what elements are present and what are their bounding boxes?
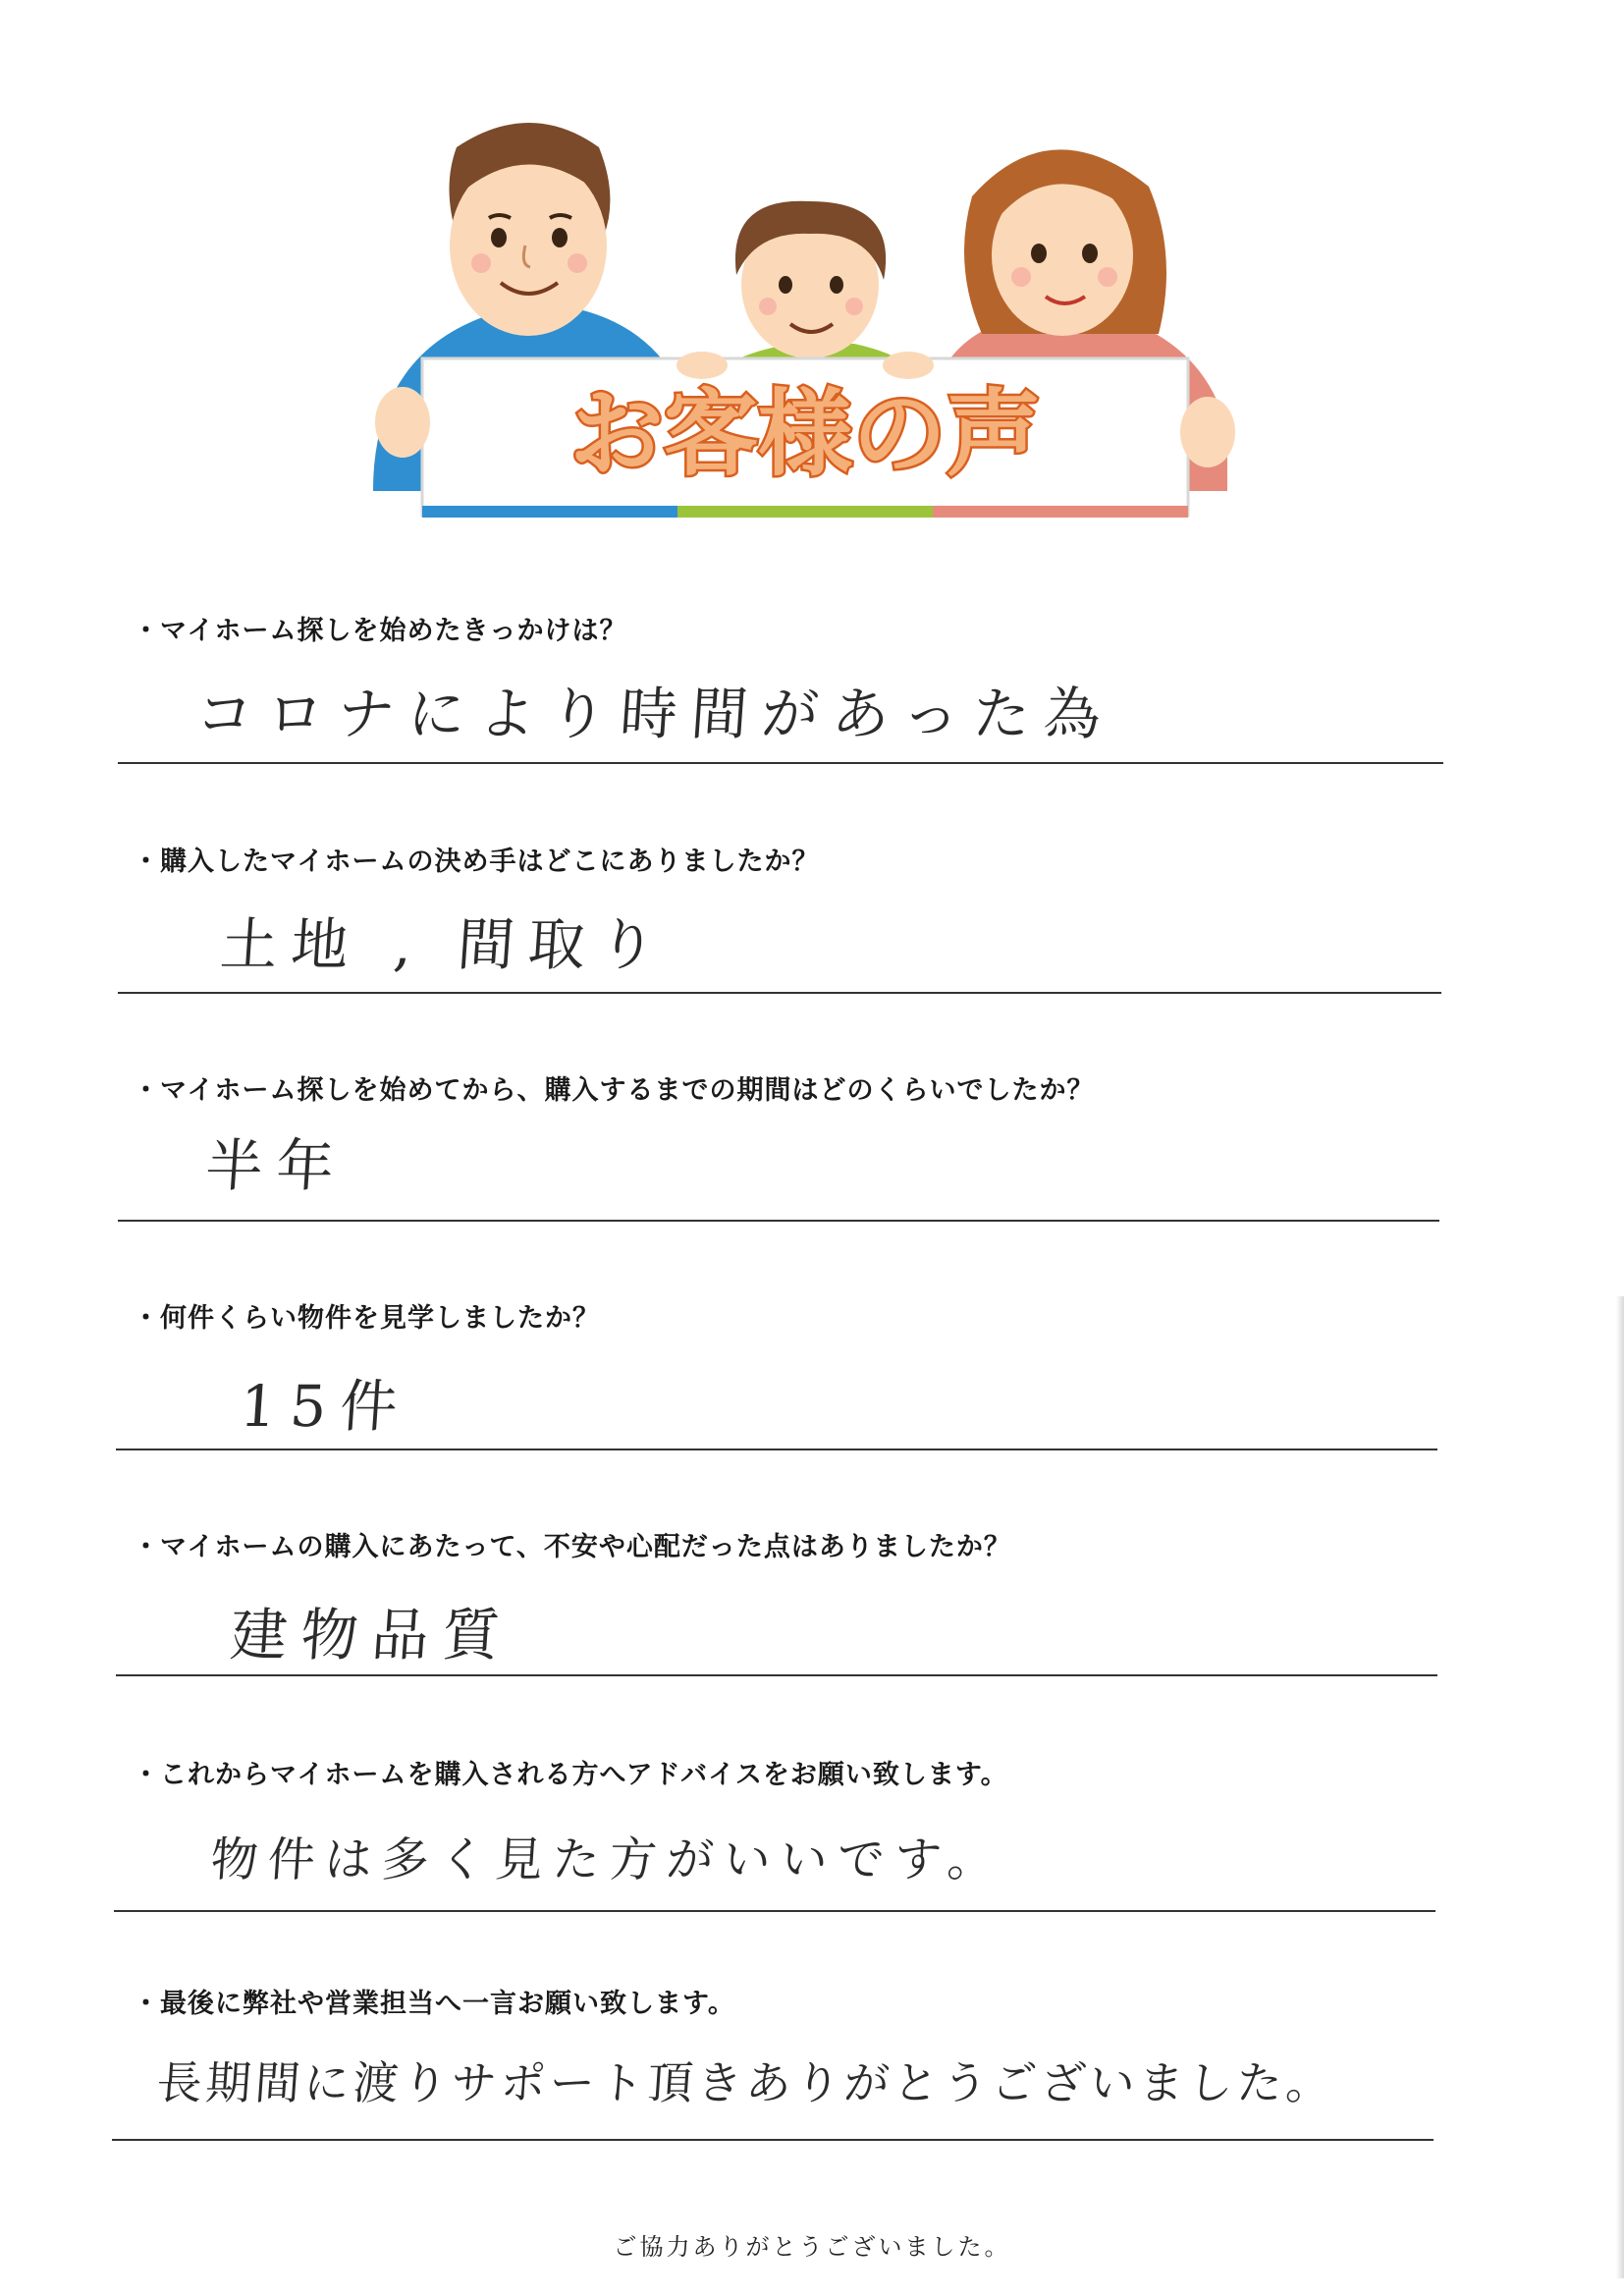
title-banner xyxy=(375,352,1235,518)
question-2-label: ・購入したマイホームの決め手はどこにありましたか？ xyxy=(133,847,820,877)
banner-title: お客様の声 xyxy=(569,379,1041,489)
question-4-label: ・何件くらい物件を見学しましたか？ xyxy=(133,1303,600,1334)
answer-line-7 xyxy=(112,2139,1434,2141)
answer-line-4 xyxy=(116,1449,1437,1450)
answer-line-6 xyxy=(114,1910,1435,1912)
answer-line-1 xyxy=(118,762,1443,764)
question-5-answer: 建物品質 xyxy=(228,1602,516,1668)
question-5-label: ・マイホームの購入にあたって、不安や心配だった点はありましたか？ xyxy=(133,1532,1011,1562)
question-3-label: ・マイホーム探しを始めてから、購入するまでの期間はどのくらいでしたか？ xyxy=(133,1075,1095,1106)
answer-line-3 xyxy=(118,1220,1439,1222)
question-4-answer: 15件 xyxy=(238,1373,413,1440)
answer-line-5 xyxy=(116,1674,1437,1676)
question-1-answer: コロナにより時間があった為 xyxy=(193,681,1117,747)
question-6-answer: 物件は多く見た方がいいです。 xyxy=(208,1832,1006,1887)
scan-edge-shadow xyxy=(1616,1296,1624,2278)
question-1-label: ・マイホーム探しを始めたきっかけは？ xyxy=(133,616,627,646)
question-3-answer: 半年 xyxy=(203,1132,351,1199)
question-2-answer: 土地 , 間取り xyxy=(218,911,673,978)
question-7-label: ・最後に弊社や営業担当へ一言お願い致します。 xyxy=(133,1989,735,2019)
family-banner-illustration xyxy=(363,108,1247,520)
question-7-answer: 長期間に渡りサポート頂きありがとうございました。 xyxy=(154,2056,1337,2109)
question-6-label: ・これからマイホームを購入される方へアドバイスをお願い致します。 xyxy=(133,1760,1008,1790)
answer-line-2 xyxy=(118,992,1441,994)
thank-you-footer: ご協力ありがとうございました。 xyxy=(613,2233,1011,2261)
